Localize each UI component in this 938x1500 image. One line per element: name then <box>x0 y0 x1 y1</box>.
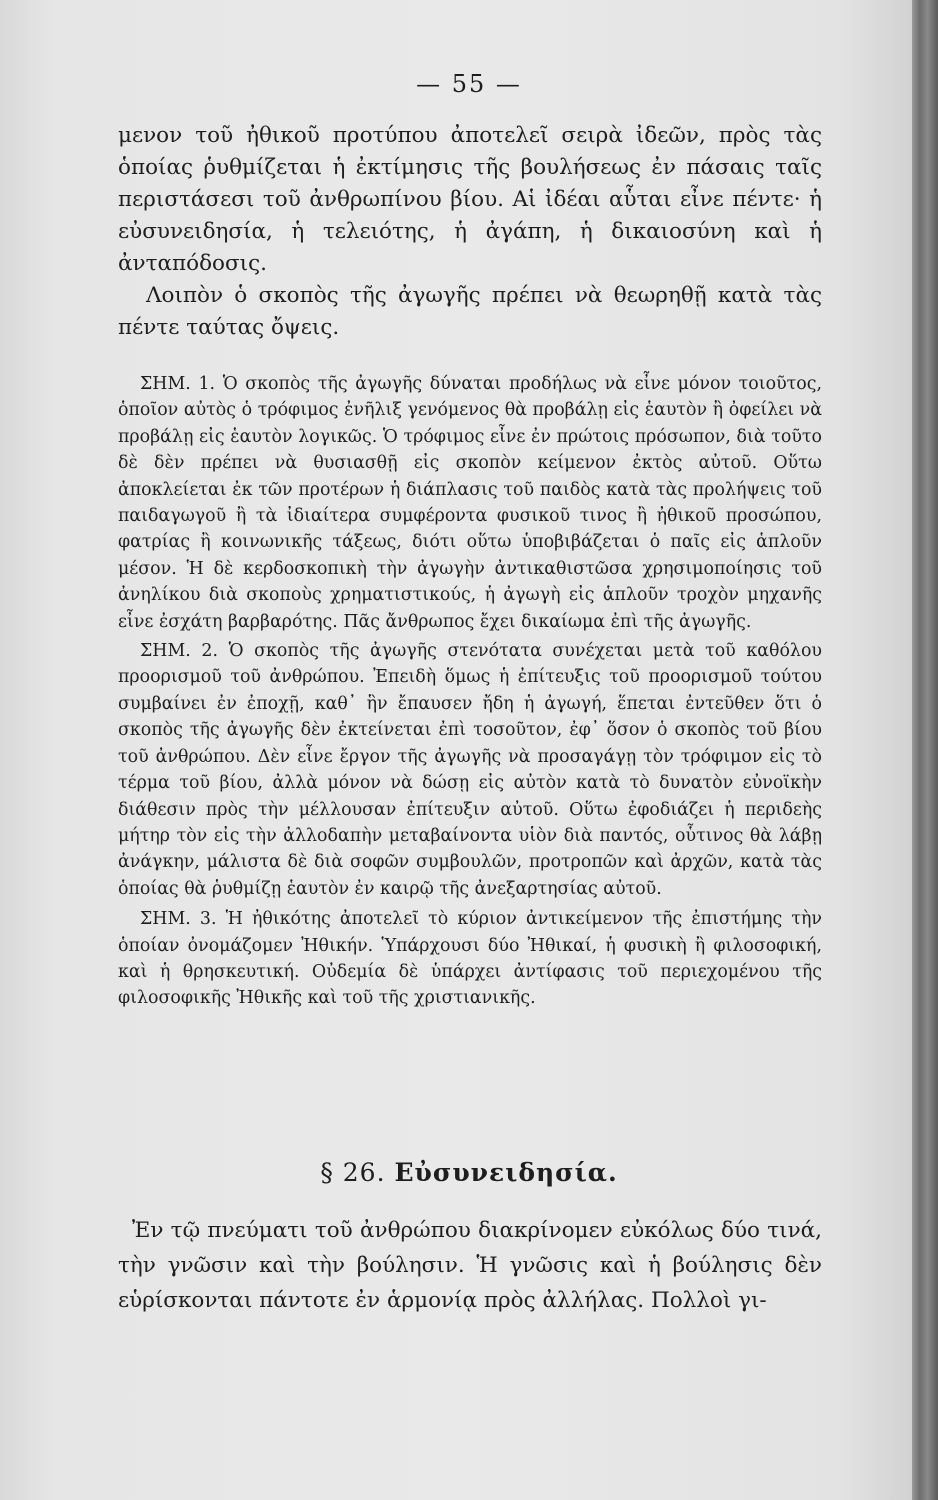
notes-block <box>118 371 822 1012</box>
section-paragraph: Ἐν τῷ πνεύματι τοῦ ἀνθρώπου διακρίνομεν εὐκόλως δύο τινά, τὴν γνῶσιν καὶ τὴν βούλησιν. Ἡ γνῶσις καὶ ἡ βούλησις δὲν εὑρίσκονται πάντοτε ἐν ἁρμονίᾳ πρὸς ἀλλήλας. Πολλοὶ γι- <box>118 1218 822 1313</box>
aim-paragraph: Λοιπὸν ὁ σκοπὸς τῆς ἀγωγῆς πρέπει νὰ θεωρηθῇ κατὰ τὰς πέντε ταύτας ὄψεις. <box>118 283 822 340</box>
note-2: ΣΗΜ. 2. Ὁ σκοπὸς τῆς ἀγωγῆς στενότατα συνέχεται μετὰ τοῦ καθόλου προορισμοῦ τοῦ ἀνθρώπου. Ἐπειδὴ ὅμως ἡ ἐπίτευξις τοῦ προορισμοῦ τούτου συμβαίνει ἐν ἐποχῇ, καθ᾽ ἣν ἔπαυσεν ἤδη ἡ ἀγωγή, ἕπεται ἐντεῦθεν ὅτι ὁ σκοπὸς τῆς ἀγωγῆς δὲν ἐκτείνεται ἐπὶ τοσοῦτον, ἐφ᾽ ὅσον ὁ σκοπὸς τοῦ βίου τοῦ ἀνθρώπου. Δὲν εἶνε ἔργον τῆς ἀγωγῆς νὰ προσαγάγῃ τὸν τρόφιμον εἰς τὸ τέρμα τοῦ βίου, ἀλλὰ μόνον νὰ δώσῃ εἰς αὐτὸν κατὰ τὸ δυνατὸν εὐνοϊκὴν διάθεσιν πρὸς τὴν μέλλουσαν ἐπίτευξιν αὐτοῦ. Οὕτω ἐφοδιάζει ἡ περιδεὴς μήτηρ τὸν εἰς τὴν ἀλλοδαπὴν μεταβαίνοντα υἱὸν διὰ παντός, οὗτινος θὰ λάβῃ ἀνάγκην, μάλιστα δὲ διὰ σοφῶν συμβουλῶν, προτροπῶν καὶ ἀρχῶν, κατὰ τὰς ὁποίας θὰ ῥυθμίζῃ ἑαυτὸν ἐν καιρῷ τῆς ἀνεξαρτησίας αὐτοῦ. <box>118 641 822 899</box>
main-text-bottom <box>118 1213 822 1318</box>
page-edge <box>912 0 938 1500</box>
note-3: ΣΗΜ. 3. Ἡ ἠθικότης ἀποτελεῖ τὸ κύριον ἀντικείμενον τῆς ἐπιστήμης τὴν ὁποίαν ὀνομάζομεν Ἠθικήν. Ὑπάρχουσι δύο Ἠθικαί, ἡ φυσικὴ ἢ φιλοσοφική, καὶ ἡ θρησκευτική. Οὐδεμία δὲ ὑπάρχει ἀντίφασις τοῦ περιεχομένου τῆς φιλοσοφικῆς Ἠθικῆς καὶ τοῦ τῆς χριστιανικῆς. <box>118 909 822 1009</box>
main-text-top <box>118 120 822 344</box>
page-number: — 55 — <box>416 70 522 98</box>
continuation-paragraph: μενον τοῦ ἠθικοῦ προτύπου ἀποτελεῖ σειρὰ ἰδεῶν, πρὸς τὰς ὁποίας ῥυθμίζεται ἡ ἐκτίμησις τῆς βουλήσεως ἐν πάσαις ταῖς περιστάσεσι τοῦ ἀνθρωπίνου βίου. Αἱ ἰδέαι αὗται εἶνε πέντε· ἡ εὐσυνειδησία, ἡ τελειότης, ἡ ἀγάπη, ἡ δικαιοσύνη καὶ ἡ ἀνταπόδοσις. <box>118 123 822 276</box>
section-heading <box>0 1158 938 1187</box>
section-number: § 26. <box>320 1158 386 1187</box>
note-1: ΣΗΜ. 1. Ὁ σκοπὸς τῆς ἀγωγῆς δύναται προδήλως νὰ εἶνε μόνον τοιοῦτος, ὁποῖον αὐτὸς ὁ τρόφιμος ἐνῆλιξ γενόμενος θὰ προβάλῃ εἰς ἑαυτὸν ἢ ὀφείλει νὰ προβάλῃ εἰς ἑαυτὸν λογικῶς. Ὁ τρόφιμος εἶνε ἐν πρώτοις πρόσωπον, διὰ τοῦτο δὲ δὲν πρέπει νὰ θυσιασθῇ εἰς σκοπὸν κείμενον ἐκτὸς αὐτοῦ. Οὕτω ἀποκλείεται ἐκ τῶν προτέρων ἡ διάπλασις τοῦ παιδὸς κατὰ τὰς προλήψεις τοῦ παιδαγωγοῦ ἢ τὰ ἰδιαίτερα συμφέροντα φυσικοῦ τινος ἢ ἠθικοῦ προσώπου, φατρίας ἢ κοινωνικῆς τάξεως, διότι οὕτω ὑποβιβάζεται ὁ παῖς εἰς ἁπλοῦν μέσον. Ἡ δὲ κερδοσκοπικὴ τὴν ἀγωγὴν ἀντικαθιστῶσα χρησιμοποίησις τοῦ ἀνηλίκου διὰ σκοποὺς χρηματιστικούς, ἡ ἀγωγὴ εἰς ἁπλοῦν τροχὸν μηχανῆς εἶνε ἐσχάτη βαρβαρότης. Πᾶς ἄνθρωπος ἔχει δικαίωμα ἐπὶ τῆς ἀγωγῆς. <box>118 374 822 632</box>
section-title: Εὐσυνειδησία. <box>394 1158 618 1187</box>
